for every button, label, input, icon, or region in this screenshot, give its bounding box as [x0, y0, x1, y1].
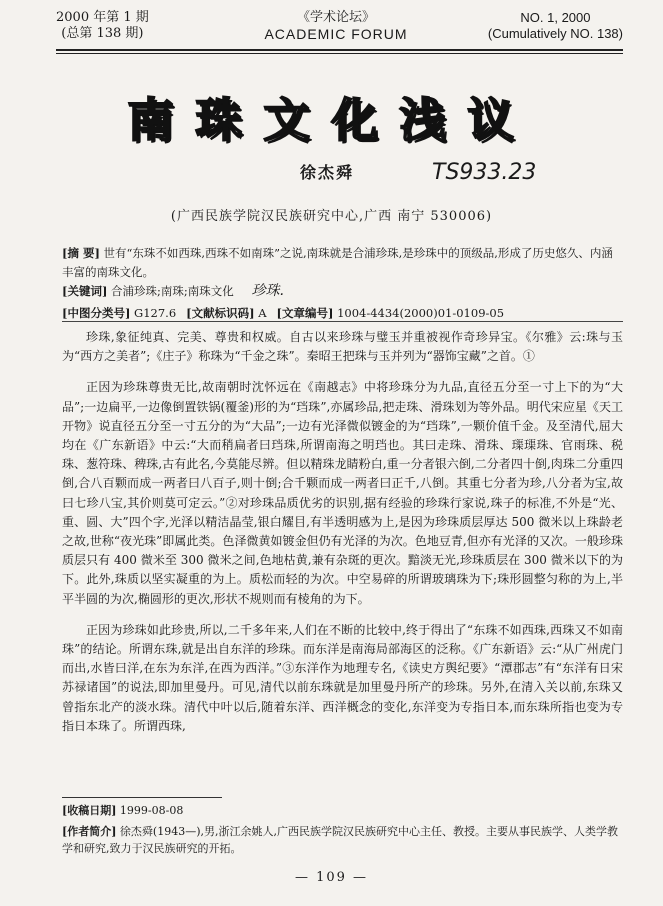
abstract-label: [摘 要] [62, 246, 100, 260]
cumulative-issue: (总第 138 期) [61, 26, 144, 41]
journal-name-cn: 《学术论坛》 [296, 10, 375, 25]
author-bio [62, 823, 623, 857]
footnote-rule [62, 797, 222, 798]
cumulative-issue-en: (Cumulatively NO. 138) [487, 26, 623, 41]
doc-code-label: [文献标识码] [186, 306, 255, 320]
body-paragraph-1: 珍珠,象征纯真、完美、尊贵和权威。自古以来珍珠与璧玉并重被视作奇珍异宝。《尔雅》云:珠与玉为“西方之美者”;《庄子》称珠为“千金之珠”。秦昭王把珠与玉并列为“器饰宝藏”之首。① [62, 330, 623, 364]
issue-number-en: NO. 1, 2000 [520, 10, 591, 25]
abstract-text: 世有“东珠不如西珠,西珠不如南珠”之说,南珠就是合浦珍珠,是珍珠中的顶级品,形成了历史悠久、内涵丰富的南珠文化。 [62, 246, 613, 279]
header-rule-thin [56, 53, 623, 54]
received-date [62, 802, 623, 819]
article-id-value: 1004-4434(2000)01-0109-05 [337, 306, 505, 320]
abstract [62, 244, 623, 282]
article-body [62, 328, 623, 748]
keywords-handwritten: 珍珠. [251, 283, 284, 299]
keywords [62, 282, 623, 301]
keywords-label: [关键词] [62, 284, 108, 298]
bio-label: [作者简介] [62, 825, 117, 838]
issue-number: 2000 年第 1 期 [56, 10, 149, 25]
header-rule [56, 49, 623, 51]
bio-text: 徐杰舜(1943—),男,浙江余姚人,广西民族学院汉民族研究中心主任、教授。主要从事民族学、人类学教学和研究,致力于汉民族研究的开拓。 [62, 825, 618, 855]
issue-info [56, 10, 149, 42]
article-title: 南珠文化浅议 [127, 93, 536, 147]
clc-value: G127.6 [134, 306, 177, 320]
clc-label: [中图分类号] [62, 306, 131, 320]
handwritten-call-number: TS933.23 [432, 160, 537, 185]
body-paragraph-3: 正因为珍珠如此珍贵,所以,二千多年来,人们在不断的比较中,终于得出了“东珠不如西珠,西珠又不如南珠”的结论。所谓东珠,就是出自东洋的珍珠。而东洋是南海局部海区的泛称。《广东新语》云:“从广州虎门而出,水皆曰洋,在东为东洋,在西为西洋。”③东洋作为地理专名,《读史方舆纪要》“潭郡志”有“东洋有日宋苏禄诸国”的说法,即加里曼丹。可见,清代以前东珠就是加里曼丹所产的珍珠。另外,在清入关以前,东珠又曾指东北产的淡水珠。清代中叶以后,随着东洋、西洋概念的变化,东洋变为专指日本,而东珠所指也变为专指日本珠了。所谓西珠, [62, 622, 623, 733]
meta-rule [62, 321, 623, 322]
received-value: 1999-08-08 [119, 804, 184, 817]
received-label: [收稿日期] [62, 804, 117, 817]
author-name: 徐杰舜 [300, 163, 355, 182]
doc-code-value: A [258, 306, 267, 320]
journal-name-en: ACADEMIC FORUM [264, 26, 408, 42]
issue-info-en [488, 10, 623, 42]
body-paragraph-2: 正因为珍珠尊贵无比,故南朝时沈怀远在《南越志》中将珍珠分为九品,直径五分至一寸上下的为“大品”;一边扁平,一边像倒置铁锅(覆釜)形的为“珰珠”,亦属珍品,把走珠、滑珠划为等外品。明代宋应星《天工开物》说直径五分至一寸五分的为“大品”;一边有光泽微似镀金的为“珰珠”,一颗价值千金。及至清代,屈大均在《广东新语》中云:“大而稍扁者曰珰珠,所谓南海之明珰也。其曰走珠、滑珠、璖璖珠、官雨珠、税珠、葱符珠、稗珠,古有此名,今莫能尽辨。但以精珠龙睛粉白,重一分者银六倒,二分者四十倒,肉珠二分重四倒,合八百颗而成一两者曰八百子,则十倒;合千颗而成一两者曰正千,八倒。其重七分者为珍,八分者为宝,故曰七珍八宝,其价则莫可定云。”②对珍珠品质优劣的识别,据有经验的珍珠行家说,珠子的标准,不外是“光、重、圆、大”四个字,光泽以精洁晶莹,银白耀目,有半透明感为上,是因为珍珠质层厚达 500 微米以上珠龄老之故,世称“夜光珠”即属此类。色泽微黄如镀金但仍有光泽的为次。色地豆青,但亦有光泽的又次。一般珍珠质层只有 400 微米至 300 微米之间,色地枯黄,兼有杂斑的更次。黯淡无光,珍珠质层在 300 微米以下的为下。此外,珠质以坚实凝重的为上。质松而轻的为次。中空易碎的所谓玻璃珠为下;珠形圆整匀称的为上,半平半圆的为次,椭圆形的更次,形状不规则而有棱角的为下。 [62, 380, 623, 606]
journal-name [236, 10, 436, 42]
keywords-text: 合浦珍珠;南珠;南珠文化 [111, 284, 234, 298]
page-number: — 109 — [294, 870, 369, 885]
author-affiliation: (广西民族学院汉民族研究中心,广西 南宁 530006) [170, 209, 493, 224]
article-id-label: [文章编号] [276, 306, 334, 320]
running-header [56, 10, 623, 54]
